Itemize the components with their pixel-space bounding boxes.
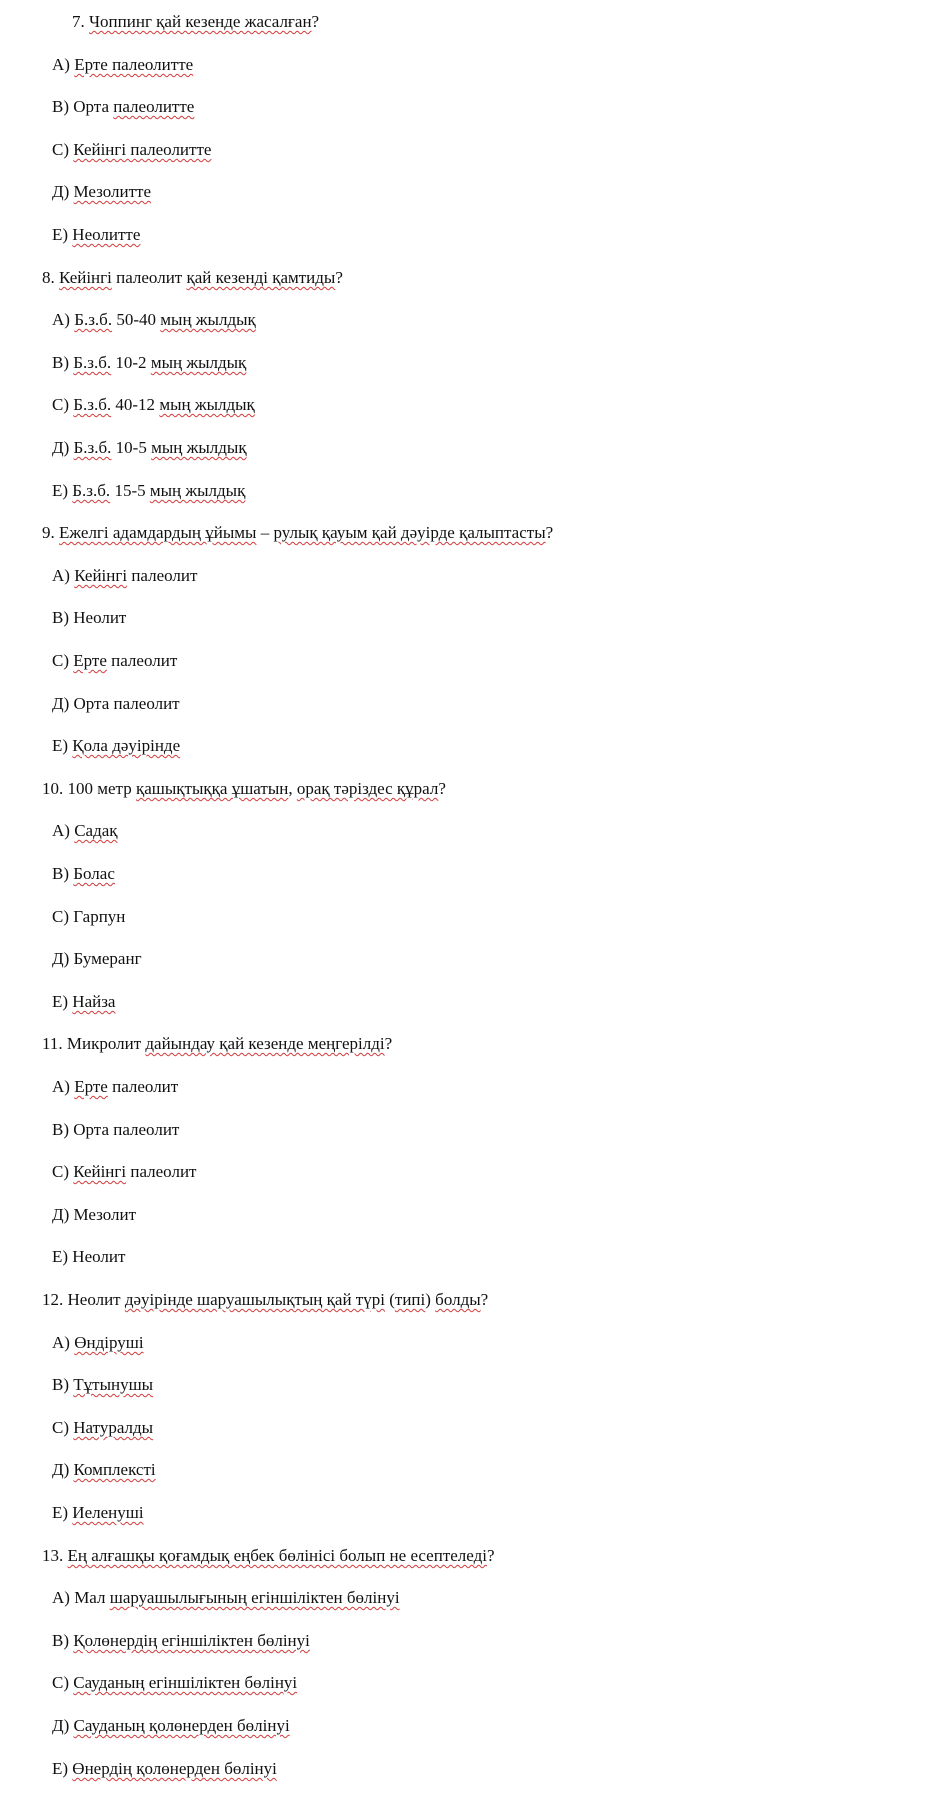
text-segment: Е): [52, 992, 73, 1011]
text-segment: С): [52, 651, 74, 670]
text-segment: А) Мал: [52, 1588, 110, 1607]
question-text: [72, 12, 319, 32]
text-segment: ?: [486, 1546, 495, 1565]
spellcheck-flagged-text: Найза: [72, 992, 116, 1011]
text-segment: А): [52, 821, 75, 840]
spellcheck-flagged-text: типі: [394, 1290, 426, 1309]
spellcheck-flagged-text: Иеленуші: [72, 1503, 144, 1522]
text-segment: А): [52, 310, 75, 329]
answer-option: [52, 694, 180, 714]
text-segment: палеолит: [111, 268, 187, 287]
spellcheck-flagged-text: мың жылдық: [150, 353, 247, 372]
spellcheck-flagged-text: Б.з.б.: [73, 353, 112, 372]
text-segment: В) Неолит: [52, 608, 127, 627]
answer-option: [52, 55, 193, 75]
spellcheck-flagged-text: Ерте: [73, 651, 107, 670]
spellcheck-flagged-text: дайындау қай кезенде меңгерілді: [145, 1034, 385, 1053]
answer-option: [52, 225, 140, 245]
text-segment: ?: [335, 268, 343, 287]
spellcheck-flagged-text: Мезолитте: [73, 182, 152, 201]
spellcheck-flagged-text: Б.з.б.: [73, 438, 112, 457]
answer-option: [52, 566, 197, 586]
text-segment: палеолит: [127, 566, 198, 585]
text-segment: Е): [52, 225, 73, 244]
text-segment: 40-12: [111, 395, 160, 414]
text-segment: В) Орта палеолит: [52, 1120, 180, 1139]
answer-option: [52, 1460, 156, 1480]
text-segment: –: [256, 523, 274, 542]
spellcheck-flagged-text: қашықтыққа ұшатын: [135, 779, 289, 798]
text-segment: 11. Микролит: [42, 1034, 146, 1053]
spellcheck-flagged-text: Қола дәуірінде: [72, 736, 181, 755]
answer-option: [52, 821, 118, 841]
text-segment: Е): [52, 1503, 73, 1522]
spellcheck-flagged-text: Натуралды: [73, 1418, 154, 1437]
text-segment: В): [52, 353, 74, 372]
answer-option: [52, 736, 180, 756]
spellcheck-flagged-text: Комплексті: [73, 1460, 156, 1479]
text-segment: А): [52, 1077, 75, 1096]
answer-option: [52, 1247, 125, 1267]
text-segment: ?: [311, 12, 320, 31]
spellcheck-flagged-text: Б.з.б.: [72, 481, 111, 500]
spellcheck-flagged-text: мың жылдық: [149, 481, 246, 500]
spellcheck-flagged-text: Сауданың егіншіліктен бөлінуі: [73, 1673, 298, 1692]
spellcheck-flagged-text: қай кезенді қамтиды: [186, 268, 336, 287]
answer-option: [52, 481, 245, 501]
spellcheck-flagged-text: Сауданың қолөнерден бөлінуі: [73, 1716, 290, 1735]
text-segment: Д) Мезолит: [52, 1205, 137, 1224]
question-text: [42, 523, 553, 543]
text-segment: В) Орта: [52, 97, 114, 116]
text-segment: Е): [52, 736, 73, 755]
text-segment: ?: [480, 1290, 489, 1309]
text-segment: ?: [545, 523, 554, 542]
text-segment: палеолит: [106, 651, 178, 670]
spellcheck-flagged-text: Чоппинг қай кезенде жасалған: [89, 12, 312, 31]
answer-option: [52, 651, 177, 671]
spellcheck-flagged-text: рулық қауым қай дәуірде қалыптасты: [273, 523, 546, 542]
text-segment: 10. 100 метр: [42, 779, 136, 798]
text-segment: С): [52, 1418, 74, 1437]
spellcheck-flagged-text: Қолөнердің егіншіліктен бөлінуі: [73, 1631, 310, 1650]
text-segment: С): [52, 1673, 74, 1692]
spellcheck-flagged-text: Ерте палеолитте: [74, 55, 194, 74]
text-segment: С): [52, 1162, 74, 1181]
spellcheck-flagged-text: Ежелгі адамдардың ұйымы: [59, 523, 257, 542]
spellcheck-flagged-text: Тұтынушы: [73, 1375, 154, 1394]
answer-option: [52, 608, 126, 628]
answer-option: [52, 438, 247, 458]
spellcheck-flagged-text: мың жылдық: [160, 310, 256, 329]
spellcheck-flagged-text: Өндіруші: [74, 1333, 144, 1352]
answer-option: [52, 310, 256, 330]
answer-option: [52, 1716, 290, 1736]
text-segment: 10-5: [111, 438, 152, 457]
answer-option: [52, 140, 211, 160]
question-text: [42, 779, 446, 799]
text-segment: 9.: [42, 523, 59, 542]
spellcheck-flagged-text: палеолитте: [113, 97, 195, 116]
spellcheck-flagged-text: Өнердің қолөнерден бөлінуі: [72, 1759, 277, 1778]
text-segment: ): [425, 1290, 436, 1309]
question-text: [42, 268, 343, 288]
spellcheck-flagged-text: Кейінгі: [73, 1162, 127, 1181]
answer-option: [52, 182, 151, 202]
answer-option: [52, 353, 246, 373]
spellcheck-flagged-text: Кейінгі: [59, 268, 112, 287]
question-text: [42, 1034, 392, 1054]
text-segment: Д) Бумеранг: [52, 949, 142, 968]
text-segment: ?: [384, 1034, 393, 1053]
text-segment: А): [52, 55, 75, 74]
answer-option: [52, 1333, 144, 1353]
text-segment: Д): [52, 1460, 74, 1479]
text-segment: С): [52, 395, 74, 414]
text-segment: С): [52, 140, 74, 159]
spellcheck-flagged-text: шаруашылығының егіншіліктен бөлінуі: [109, 1588, 400, 1607]
spellcheck-flagged-text: Кейінгі: [74, 566, 128, 585]
text-segment: Е) Неолит: [52, 1247, 126, 1266]
text-segment: ?: [438, 779, 446, 798]
text-segment: палеолит: [107, 1077, 179, 1096]
answer-option: [52, 1120, 179, 1140]
answer-option: [52, 1162, 196, 1182]
spellcheck-flagged-text: Садақ: [74, 821, 118, 840]
text-segment: 50-40: [112, 310, 161, 329]
answer-option: [52, 1205, 136, 1225]
answer-option: [52, 1418, 153, 1438]
spellcheck-flagged-text: Б.з.б.: [73, 395, 112, 414]
answer-option: [52, 1588, 400, 1608]
spellcheck-flagged-text: Ең алғашқы қоғамдық еңбек бөлінісі болып не есептеледі: [67, 1546, 487, 1565]
text-segment: 10-2: [111, 353, 151, 372]
text-segment: 12. Неолит: [42, 1290, 125, 1309]
answer-option: [52, 395, 255, 415]
text-segment: палеолит: [126, 1162, 197, 1181]
text-segment: В): [52, 1631, 74, 1650]
text-segment: Д) Орта палеолит: [52, 694, 180, 713]
spellcheck-flagged-text: Ерте: [74, 1077, 108, 1096]
spellcheck-flagged-text: Неолитте: [72, 225, 141, 244]
text-segment: ,: [288, 779, 297, 798]
spellcheck-flagged-text: Болас: [73, 864, 115, 883]
question-text: [42, 1290, 488, 1310]
text-segment: 13.: [42, 1546, 68, 1565]
text-segment: В): [52, 864, 74, 883]
text-segment: А): [52, 566, 75, 585]
text-segment: А): [52, 1333, 75, 1352]
answer-option: [52, 864, 115, 884]
spellcheck-flagged-text: дәуірінде шаруашылықтың қай түрі: [124, 1290, 385, 1309]
question-text: [42, 1546, 495, 1566]
answer-option: [52, 1077, 178, 1097]
text-segment: В): [52, 1375, 74, 1394]
answer-option: [52, 949, 142, 969]
spellcheck-flagged-text: болды: [435, 1290, 481, 1309]
spellcheck-flagged-text: орақ тәріздес құрал: [296, 779, 439, 798]
text-segment: (: [384, 1290, 395, 1309]
text-segment: Д): [52, 182, 74, 201]
text-segment: Е): [52, 1759, 73, 1778]
text-segment: 15-5: [110, 481, 150, 500]
text-segment: Е): [52, 481, 73, 500]
text-segment: Д): [52, 438, 74, 457]
answer-option: [52, 992, 115, 1012]
spellcheck-flagged-text: мың жылдық: [159, 395, 255, 414]
text-segment: Д): [52, 1716, 74, 1735]
answer-option: [52, 97, 194, 117]
text-segment: 8.: [42, 268, 59, 287]
text-segment: С) Гарпун: [52, 907, 126, 926]
answer-option: [52, 907, 125, 927]
answer-option: [52, 1375, 153, 1395]
spellcheck-flagged-text: Кейінгі палеолитте: [73, 140, 212, 159]
spellcheck-flagged-text: мың жылдық: [151, 438, 247, 457]
spellcheck-flagged-text: Б.з.б.: [74, 310, 113, 329]
answer-option: [52, 1759, 277, 1779]
answer-option: [52, 1673, 297, 1693]
answer-option: [52, 1631, 310, 1651]
text-segment: 7.: [72, 12, 89, 31]
answer-option: [52, 1503, 144, 1523]
